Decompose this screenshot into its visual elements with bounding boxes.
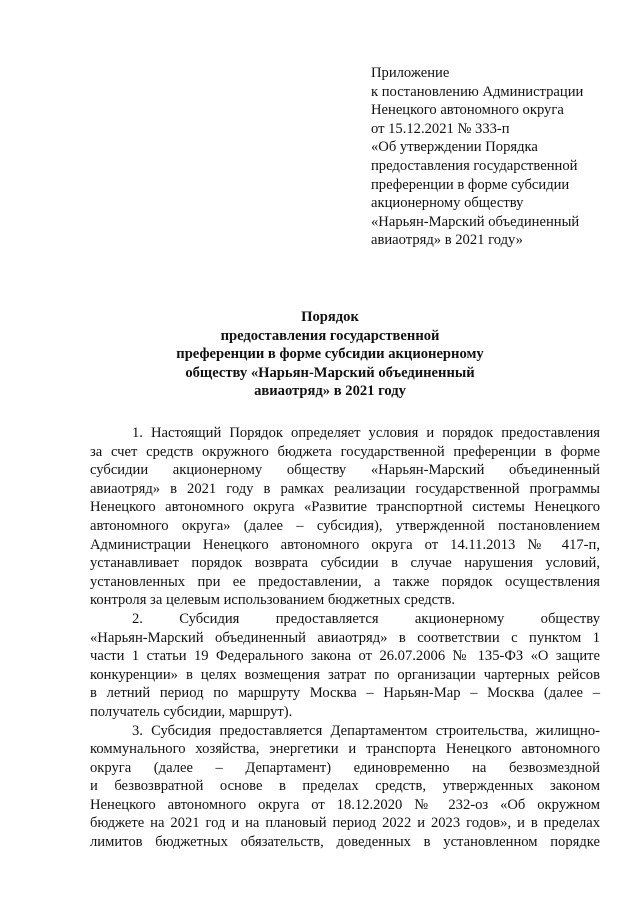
paragraph-line: за счет средств окружного бюджета государственной преференции в форме <box>90 443 600 460</box>
title-line: авиаотряд» в 2021 году <box>254 383 406 400</box>
paragraph-2 <box>90 610 600 722</box>
attachment-line: авиаотряд» в 2021 году» <box>371 232 523 249</box>
paragraph-line: и безвозвратной основе в пределах средств, утвержденных законом <box>90 778 600 795</box>
paragraph-line: лимитов бюджетных обязательств, доведенных в установленном порядке <box>90 834 600 851</box>
title-line: предоставления государственной <box>220 327 440 344</box>
paragraph-line: бюджете на 2021 год и на плановый период 2022 и 2023 годов», и в пределах <box>90 815 600 832</box>
paragraph-line: коммунального хозяйства, энергетики и транспорта Ненецкого автономного <box>90 741 600 758</box>
paragraph-line: субсидии акционерному обществу «Нарьян-Марский объединенный <box>90 462 600 479</box>
title-line: обществу «Нарьян-Марский объединенный <box>185 364 475 381</box>
attachment-line: «Нарьян-Марский объединенный <box>371 213 580 230</box>
paragraph-line: контроля за целевым использованием бюджетных средств. <box>90 592 456 609</box>
title-line: преференции в форме субсидии акционерному <box>176 346 484 363</box>
paragraph-line: 3. Субсидия предоставляется Департаментом строительства, жилищно- <box>132 722 600 739</box>
paragraph-line: части 1 статьи 19 Федерального закона от 26.07.2006 № 135-ФЗ «О защите <box>90 648 600 665</box>
paragraph-line: 1. Настоящий Порядок определяет условия и порядок предоставления <box>132 425 600 441</box>
paragraph-line: Ненецкого автономного округа «Развитие транспортной системы Ненецкого <box>90 499 600 516</box>
paragraph-line: Администрации Ненецкого автономного округа от 14.11.2013 № 417-п, <box>90 536 600 553</box>
paragraph-line: 2. Субсидия предоставляется акционерному обществу <box>132 610 600 627</box>
attachment-line: Ненецкого автономного округа <box>371 102 564 119</box>
paragraph-line: округа (далее – Департамент) единовременно на безвозмездной <box>90 759 600 776</box>
paragraph-1 <box>90 424 600 610</box>
title-line: Порядок <box>301 309 359 325</box>
paragraph-line: автономного округа» (далее – субсидия), утвержденной постановлением <box>90 517 600 534</box>
attachment-line: к постановлению Администрации <box>371 83 584 100</box>
paragraph-line: авиаотряд» в 2021 году в рамках реализации государственной программы <box>90 480 600 497</box>
paragraph-line: получатель субсидии, маршрут). <box>90 703 293 720</box>
attachment-line: «Об утверждении Порядка <box>371 139 538 156</box>
paragraph-line: Ненецкого автономного округа от 18.12.2020 № 232-оз «Об окружном <box>90 796 600 813</box>
document-body <box>90 424 600 852</box>
attachment-line: предоставления государственной <box>371 157 578 174</box>
attachment-line: от 15.12.2021 № 333-п <box>371 120 510 137</box>
paragraph-3 <box>90 722 600 852</box>
attachment-line: акционерному обществу <box>371 195 524 212</box>
document-title <box>80 308 580 401</box>
paragraph-line: в летний период по маршруту Москва – Нарьян-Мар – Москва (далее – <box>90 685 600 702</box>
attachment-line: Приложение <box>371 65 450 81</box>
paragraph-line: установленных при ее предоставлении, а также порядок осуществления <box>90 573 600 590</box>
paragraph-line: устанавливает порядок возврата субсидии в случае нарушения условий, <box>90 555 600 572</box>
paragraph-line: конкуренции» в целях возмещения затрат по организации чартерных рейсов <box>90 666 600 683</box>
paragraph-line: «Нарьян-Марский объединенный авиаотряд» в соответствии с пунктом 1 <box>90 629 600 646</box>
attachment-line: преференции в форме субсидии <box>371 176 570 193</box>
attachment-header <box>371 64 601 250</box>
